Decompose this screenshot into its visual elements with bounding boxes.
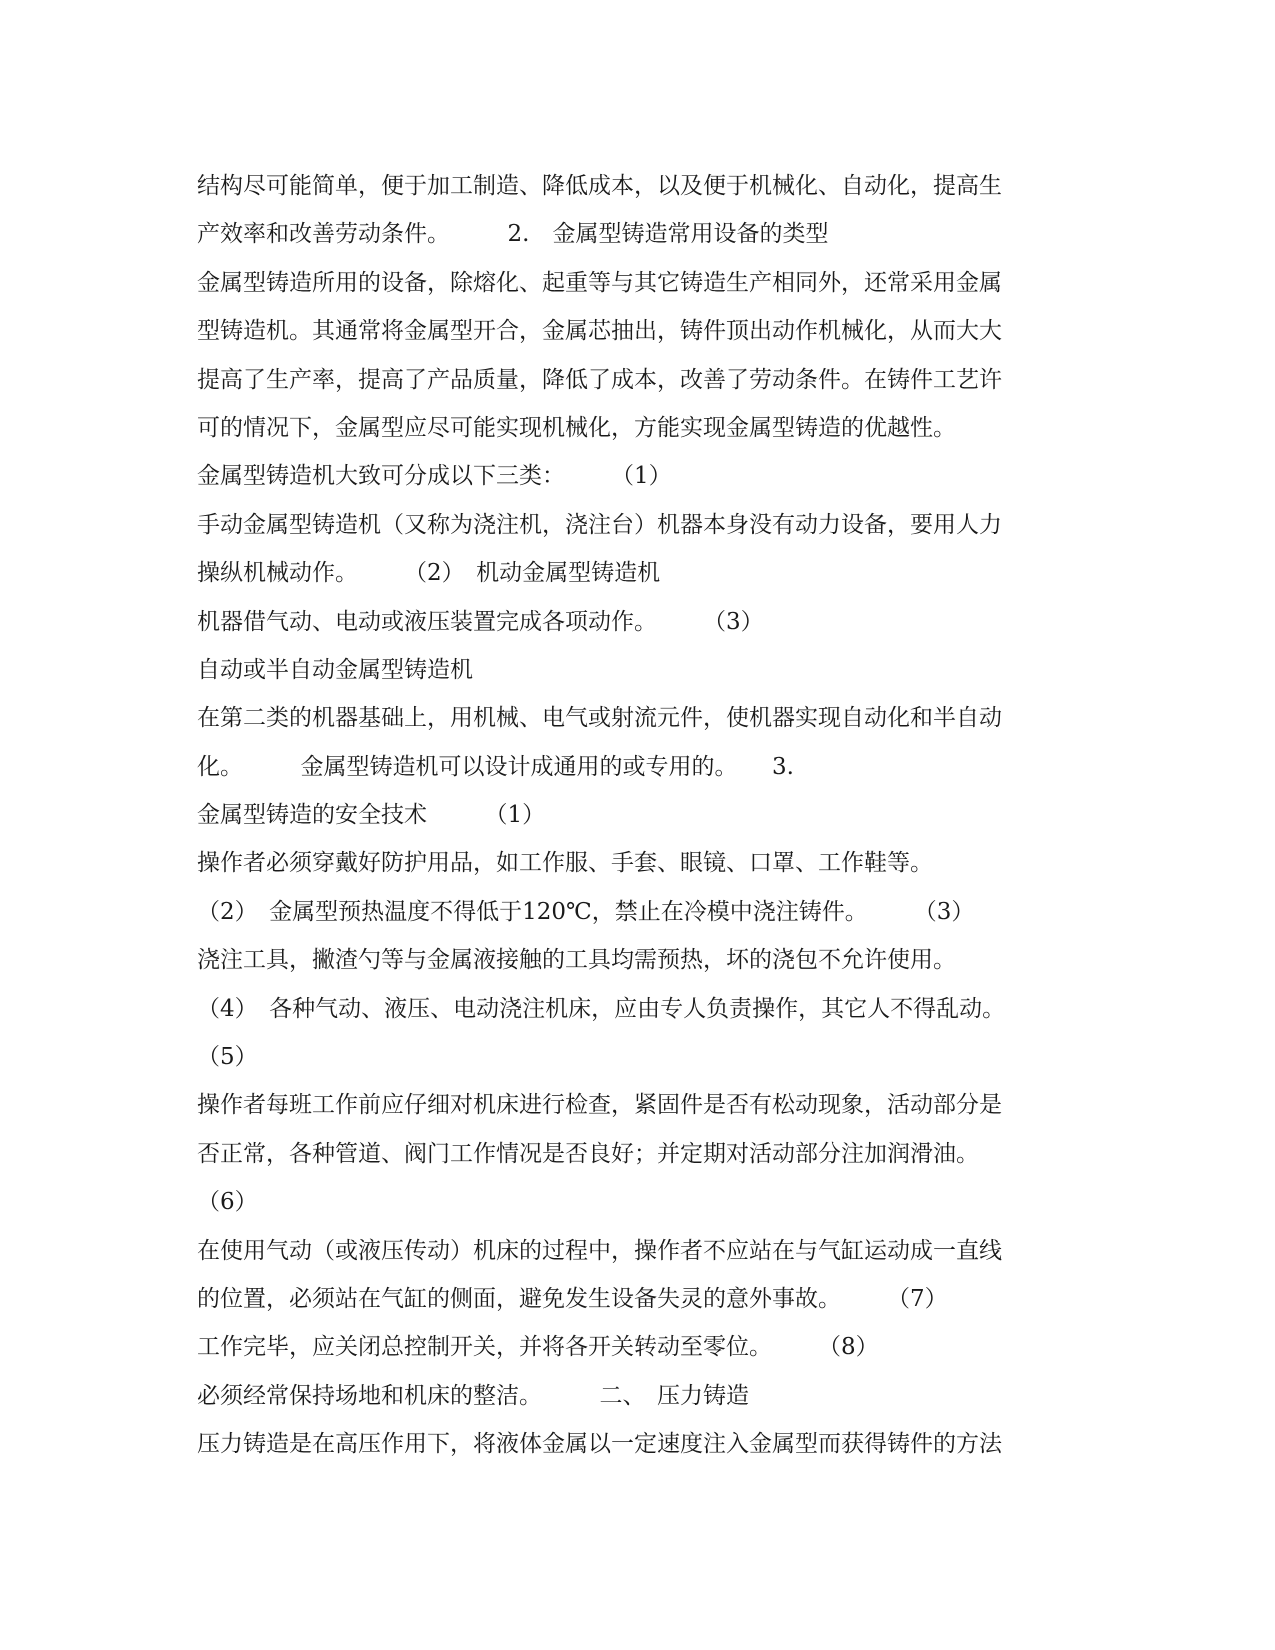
text-line: 金属型铸造所用的设备，除熔化、起重等与其它铸造生产相同外，还常采用金属 [197, 269, 1002, 296]
text-line: 提高了生产率，提高了产品质量，降低了成本，改善了劳动条件。在铸件工艺许 [197, 366, 1002, 393]
text-line: 金属型铸造机大致可分成以下三类： （1） [197, 463, 672, 490]
text-line: 机器借气动、电动或液压装置完成各项动作。 （3） [197, 608, 764, 635]
text-line: （5） [197, 1044, 258, 1071]
text-line: （4） 各种气动、液压、电动浇注机床，应由专人负责操作，其它人不得乱动。 [197, 995, 1006, 1022]
text-line: 产效率和改善劳动条件。 2. 金属型铸造常用设备的类型 [197, 221, 829, 248]
text-line: 的位置，必须站在气缸的侧面，避免发生设备失灵的意外事故。 （7） [197, 1285, 948, 1312]
text-line: 压力铸造是在高压作用下，将液体金属以一定速度注入金属型而获得铸件的方法 [197, 1431, 1002, 1458]
text-line: 自动或半自动金属型铸造机 [197, 656, 473, 683]
text-line: 化。 金属型铸造机可以设计成通用的或专用的。 3. [197, 753, 794, 780]
text-line: 操纵机械动作。 （2） 机动金属型铸造机 [197, 560, 661, 587]
body-text [197, 162, 1077, 1469]
text-line: 浇注工具，撇渣勺等与金属液接触的工具均需预热，坏的浇包不允许使用。 [197, 947, 956, 974]
text-line: （2） 金属型预热温度不得低于120℃，禁止在冷模中浇注铸件。 （3） [197, 898, 975, 925]
text-line: 操作者必须穿戴好防护用品，如工作服、手套、眼镜、口罩、工作鞋等。 [197, 850, 933, 877]
text-line: 否正常，各种管道、阀门工作情况是否良好；并定期对活动部分注加润滑油。 [197, 1140, 979, 1167]
text-line: 工作完毕，应关闭总控制开关，并将各开关转动至零位。 （8） [197, 1334, 879, 1361]
text-line: 在使用气动（或液压传动）机床的过程中，操作者不应站在与气缸运动成一直线 [197, 1237, 1002, 1264]
text-line: 操作者每班工作前应仔细对机床进行检查，紧固件是否有松动现象，活动部分是 [197, 1092, 1002, 1119]
text-line: 型铸造机。其通常将金属型开合，金属芯抽出，铸件顶出动作机械化，从而大大 [197, 318, 1002, 345]
text-line: 手动金属型铸造机（又称为浇注机，浇注台）机器本身没有动力设备，要用人力 [197, 511, 1002, 538]
text-line: （6） [197, 1189, 258, 1216]
text-line: 可的情况下，金属型应尽可能实现机械化，方能实现金属型铸造的优越性。 [197, 414, 956, 441]
text-line: 金属型铸造的安全技术 （1） [197, 802, 546, 829]
text-line: 在第二类的机器基础上，用机械、电气或射流元件，使机器实现自动化和半自动 [197, 705, 1002, 732]
text-line: 必须经常保持场地和机床的整洁。 二、 压力铸造 [197, 1382, 749, 1409]
text-line: 结构尽可能简单，便于加工制造、降低成本，以及便于机械化、自动化，提高生 [197, 173, 1002, 199]
